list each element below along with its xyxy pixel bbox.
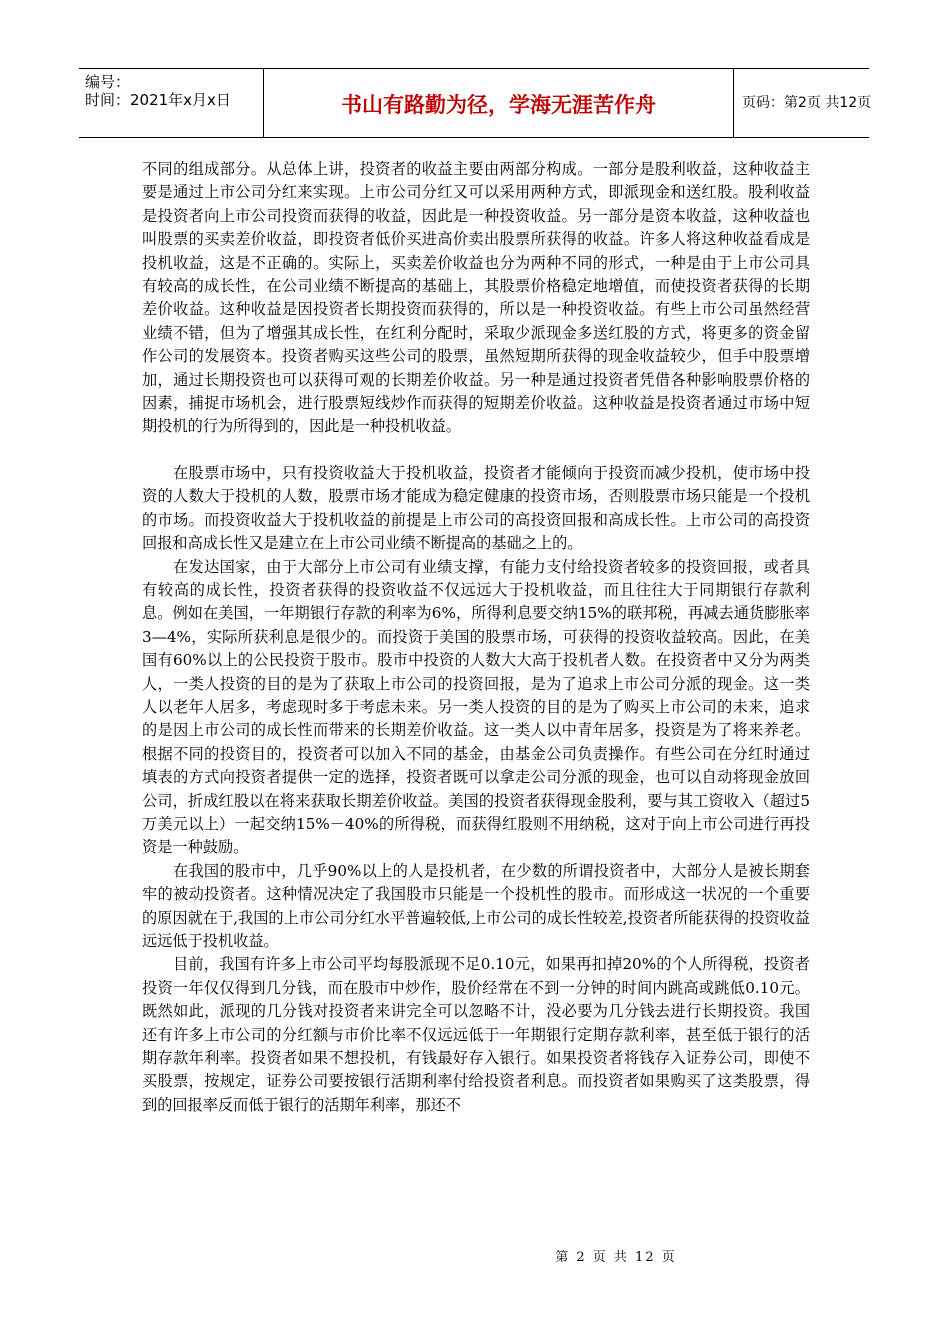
header-right-cell: [734, 69, 872, 137]
header-page-info: 页码：第2页 共12页: [742, 95, 872, 111]
document-time-label: 时间：2021年x月x日: [85, 91, 231, 109]
paragraph-gap: [142, 439, 810, 462]
document-number-label: 编号：: [85, 73, 131, 91]
header-motto: 书山有路勤为径，学海无涯苦作舟: [341, 93, 656, 117]
header-table: [79, 68, 872, 138]
document-body: [142, 158, 810, 1117]
paragraph-4: 在我国的股市中，几乎90%以上的人是投机者，在少数的所谓投资者中，大部分人是被长期套牢的被动投资者。这种情况决定了我国股市只能是一个投机性的股市。而形成这一状况的一个重要的原因就在于,我国的上市公司分红水平普遍较低,上市公司的成长性较差,投资者所能获得的投资收益远远低于投机收益。: [142, 861, 810, 950]
header-left-cell: [79, 69, 264, 137]
paragraph-1: 不同的组成部分。从总体上讲，投资者的收益主要由两部分构成。一部分是股利收益，这种收益主要是通过上市公司分红来实现。上市公司分红又可以采用两种方式，即派现金和送红股。股利收益是投资者向上市公司投资而获得的收益，因此是一种投资收益。另一部分是资本收益，这种收益也叫股票的买卖差价收益，即投资者低价买进高价卖出股票所获得的收益。许多人将这种收益看成是投机收益，这是不正确的。实际上，买卖差价收益也分为两种不同的形式，一种是由于上市公司具有较高的成长性，在公司业绩不断提高的基础上，其股票价格稳定地增值，而使投资者获得的长期差价收益。这种收益是因投资者长期投资而获得的，所以是一种投资收益。有些上市公司虽然经营业绩不错，但为了增强其成长性，在红利分配时，采取少派现金多送红股的方式，将更多的资金留作公司的发展资本。投资者购买这些公司的股票，虽然短期所获得的现金收益较少，但手中股票增加，通过长期投资也可以获得可观的长期差价收益。另一种是通过投资者凭借各种影响股票价格的因素，捕捉市场机会，进行股票短线炒作而获得的短期差价收益。这种收益是投资者通过市场中短期投机的行为所得到的，因此是一种投机收益。: [142, 160, 810, 436]
paragraph-3: 在发达国家，由于大部分上市公司有业绩支撑，有能力支付给投资者较多的投资回报，或者具有较高的成长性，投资者获得的投资收益不仅远远大于投机收益，而且往往大于同期银行存款利息。例如在美国，一年期银行存款的利率为6%，所得利息要交纳15%的联邦税，再减去通货膨胀率3—4%，实际所获利息是很少的。而投资于美国的股票市场，可获得的投资收益较高。因此，在美国有60%以上的公民投资于股市。股市中投资的人数大大高于投机者人数。在投资者中又分为两类人，一类人投资的目的是为了获取上市公司的投资回报，是为了追求上市公司分派的现金。这一类人以老年人居多，考虑现时多于考虑未来。另一类人投资的目的是为了购买上市公司的未来，追求的是因上市公司的成长性而带来的长期差价收益。这一类人以中青年居多，投资是为了将来养老。根据不同的投资目的，投资者可以加入不同的基金，由基金公司负责操作。有些公司在分红时通过填表的方式向投资者提供一定的选择，投资者既可以拿走公司分派的现金，也可以自动将现金放回公司，折成红股以在将来获取长期差价收益。美国的投资者获得现金股利，要与其工资收入（超过5万美元以上）一起交纳15%－40%的所得税，而获得红股则不用纳税，这对于向上市公司进行再投资是一种鼓励。: [142, 557, 810, 857]
page-footer: 第 2 页 共 12 页: [555, 1250, 677, 1265]
header-middle-cell: [264, 69, 734, 137]
paragraph-2: 在股票市场中，只有投资收益大于投机收益，投资者才能倾向于投资而减少投机，使市场中投资的人数大于投机的人数，股票市场才能成为稳定健康的投资市场，否则股票市场只能是一个投机的市场。而投资收益大于投机收益的前提是上市公司的高投资回报和高成长性。上市公司的高投资回报和高成长性又是建立在上市公司业绩不断提高的基础之上的。: [142, 463, 810, 553]
paragraph-5: 目前，我国有许多上市公司平均每股派现不足0.10元，如果再扣掉20%的个人所得税，投资者投资一年仅仅得到几分钱，而在股市中炒作，股价经常在不到一分钟的时间内跳高或跳低0.10元。既然如此，派现的几分钱对投资者来讲完全可以忽略不计，没必要为几分钱去进行长期投资。我国还有许多上市公司的分红额与市价比率不仅远远低于一年期银行定期存款利率，甚至低于银行的活期存款年利率。投资者如果不想投机，有钱最好存入银行。如果投资者将钱存入证券公司，即使不买股票，按规定，证券公司要按银行活期利率付给投资者利息。而投资者如果购买了这类股票，得到的回报率反而低于银行的活期年利率，那还不: [142, 955, 810, 1114]
